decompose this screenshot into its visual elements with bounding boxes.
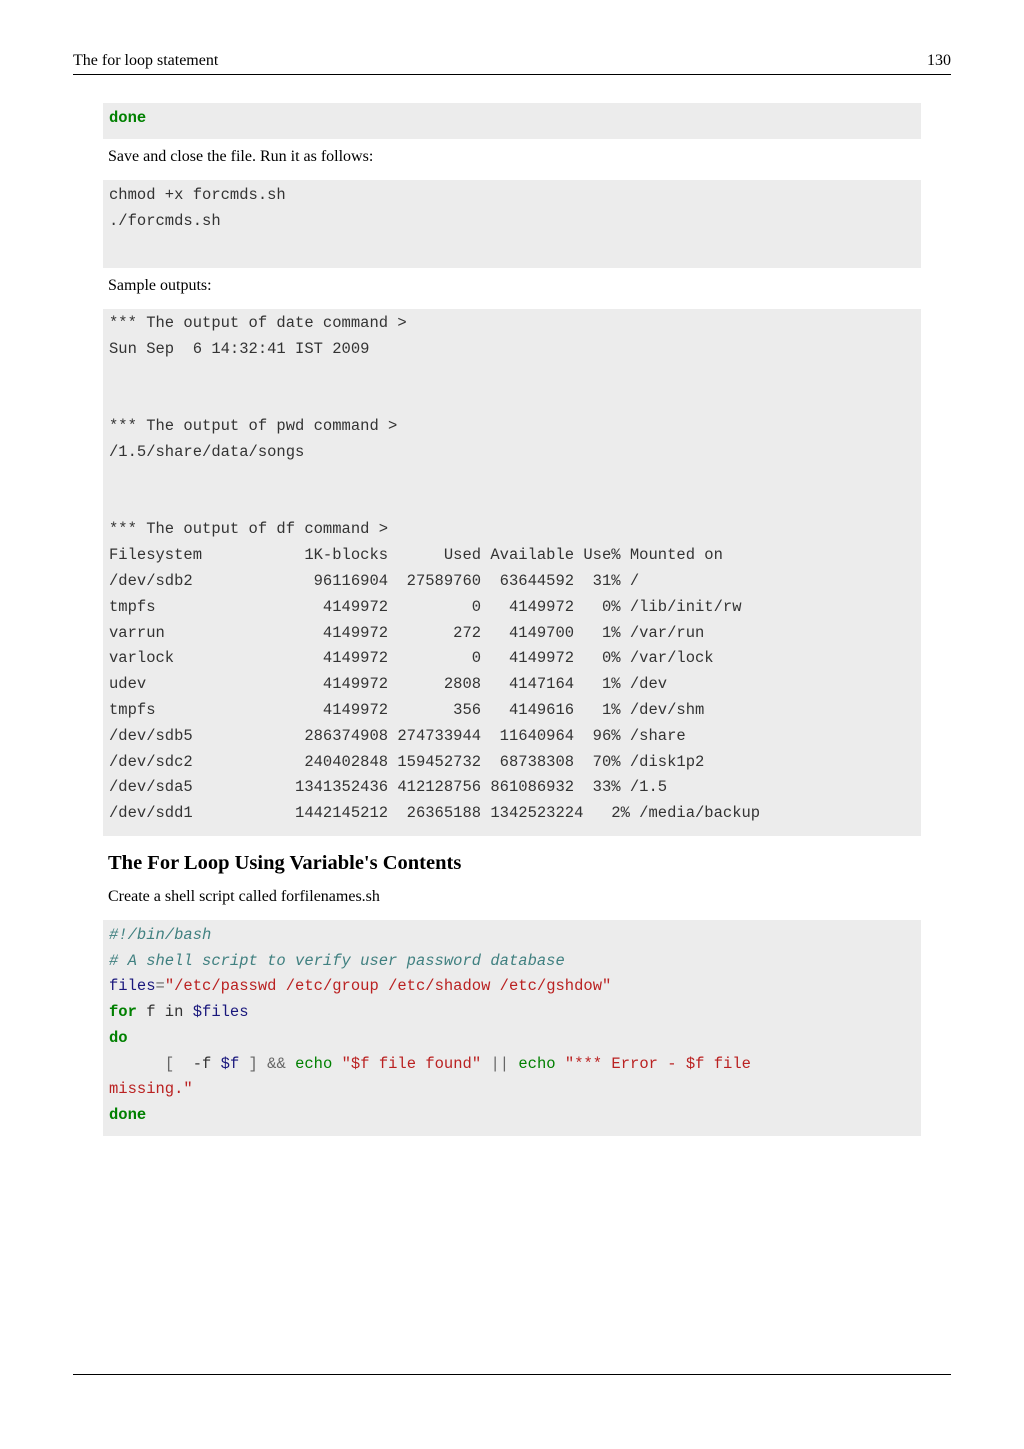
and-operator: && <box>267 1055 286 1073</box>
test-line <box>109 1054 751 1074</box>
shebang-line: #!/bin/bash <box>109 926 212 944</box>
echo-builtin: echo <box>518 1055 556 1073</box>
df-row: varlock 4149972 0 4149972 0% /var/lock <box>109 649 714 667</box>
df-row: /dev/sdb2 96116904 27589760 63644592 31% / <box>109 572 640 590</box>
echo-builtin: echo <box>295 1055 333 1073</box>
keyword-done: done <box>109 1106 147 1124</box>
code-block-done <box>103 103 921 139</box>
output-line: /1.5/share/data/songs <box>109 443 305 461</box>
found-message: "$f file found" <box>341 1055 482 1073</box>
paragraph-sample-outputs: Sample outputs: <box>108 277 212 294</box>
code-block-forfilenames <box>103 920 921 1136</box>
df-header-line: Filesystem 1K-blocks Used Available Use% Mounted on <box>109 546 723 564</box>
files-reference: $files <box>192 1003 249 1021</box>
for-text: f in <box>136 1003 193 1021</box>
section-heading: The For Loop Using Variable's Contents <box>108 852 462 874</box>
left-bracket: [ <box>164 1055 175 1073</box>
code-line: chmod +x forcmds.sh <box>109 186 286 204</box>
df-row: tmpfs 4149972 0 4149972 0% /lib/init/rw <box>109 598 742 616</box>
equals-operator: = <box>155 977 165 995</box>
df-row: varrun 4149972 272 4149700 1% /var/run <box>109 624 705 642</box>
files-variable: files <box>109 977 156 995</box>
keyword-do: do <box>109 1029 128 1047</box>
code-line: ./forcmds.sh <box>109 212 221 230</box>
output-line: *** The output of df command > <box>109 520 389 538</box>
f-reference: $f <box>220 1055 240 1073</box>
for-line <box>109 1002 249 1022</box>
output-line: *** The output of pwd command > <box>109 417 398 435</box>
keyword-done: done <box>109 109 147 127</box>
output-line: *** The output of date command > <box>109 314 407 332</box>
test-flag: -f <box>174 1055 221 1073</box>
code-block-run <box>103 180 921 268</box>
error-message-continued: missing." <box>109 1080 193 1098</box>
or-operator: || <box>490 1055 510 1073</box>
running-title: The for loop statement <box>73 52 219 69</box>
keyword-for: for <box>109 1003 137 1021</box>
page-header <box>73 50 951 75</box>
files-string: "/etc/passwd /etc/group /etc/shadow /etc/gshdow" <box>164 977 612 995</box>
df-row: /dev/sdc2 240402848 159452732 68738308 70% /disk1p2 <box>109 753 705 771</box>
right-bracket: ] <box>239 1055 268 1073</box>
df-row: udev 4149972 2808 4147164 1% /dev <box>109 675 668 693</box>
paragraph-create-script: Create a shell script called forfilenames.sh <box>108 888 380 905</box>
indent <box>109 1055 165 1073</box>
output-line: Sun Sep 6 14:32:41 IST 2009 <box>109 340 370 358</box>
paragraph-save-close: Save and close the file. Run it as follows: <box>108 148 374 165</box>
df-row: /dev/sdd1 1442145212 26365188 1342523224 2% /media/backup <box>109 804 761 822</box>
error-message: "*** Error - $f file <box>564 1055 751 1073</box>
df-row: /dev/sdb5 286374908 274733944 11640964 96% /share <box>109 727 686 745</box>
comment-line: # A shell script to verify user password database <box>109 952 565 970</box>
df-row: /dev/sda5 1341352436 412128756 861086932 33% /1.5 <box>109 778 668 796</box>
df-row: tmpfs 4149972 356 4149616 1% /dev/shm <box>109 701 705 719</box>
assignment-line <box>109 976 611 996</box>
code-block-sample-output <box>103 309 921 836</box>
page-number: 130 <box>927 52 951 69</box>
footer-rule <box>73 1374 951 1375</box>
